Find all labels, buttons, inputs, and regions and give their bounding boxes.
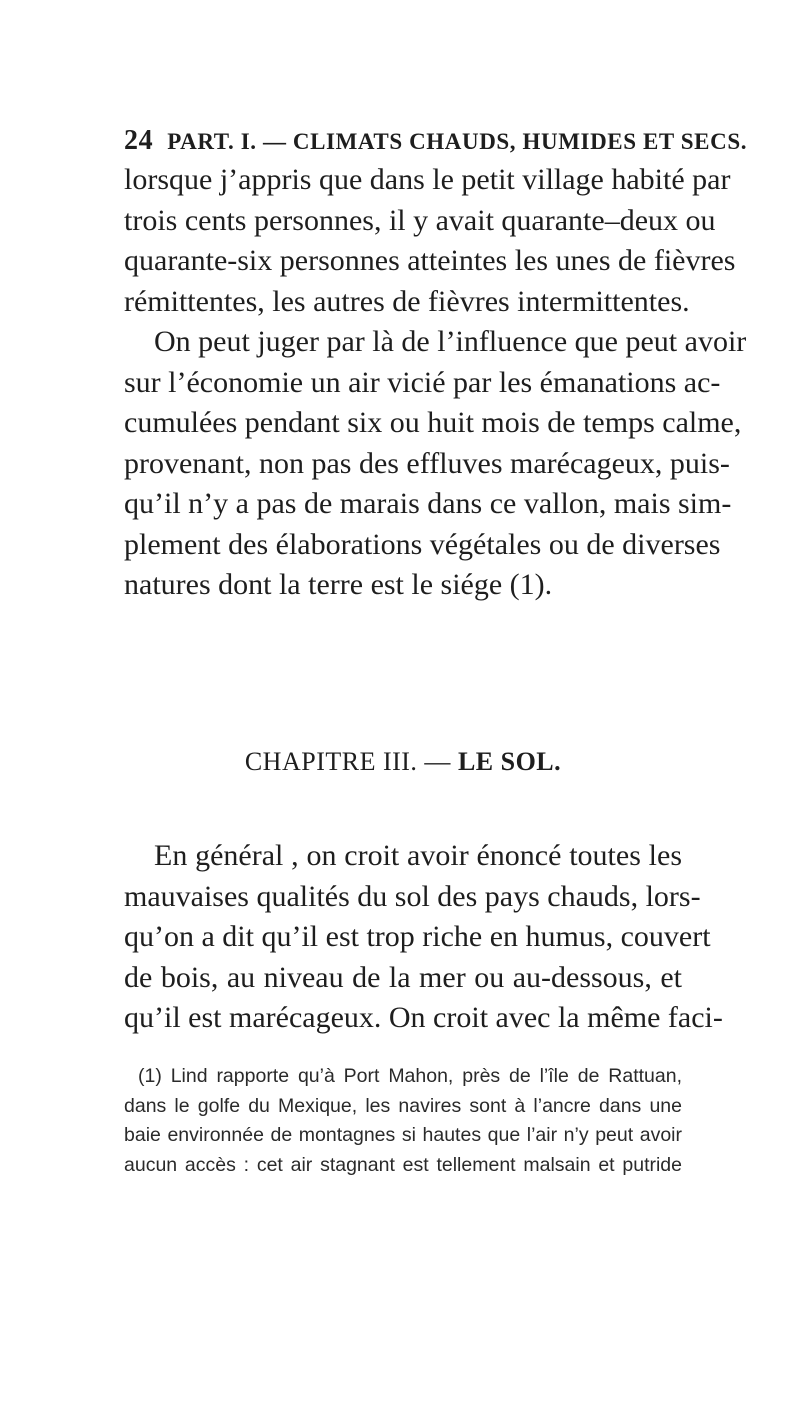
text-line: rémittentes, les autres de fièvres intermittentes. (124, 284, 690, 318)
text-line: On peut juger par là de l’influence que peut avoir (154, 325, 747, 358)
paragraph-2 (124, 836, 723, 1039)
chapter-label: CHAPITRE III. — (244, 747, 451, 776)
footnote-line: (1) Lind rapporte qu’à Port Mahon, près de l’île de Rattuan, (138, 1065, 682, 1087)
footnote-line: baie environnée de montagnes si hautes que l’air n’y peut avoir (124, 1124, 682, 1146)
text-line: mauvaises qualités du sol des pays chauds, lors- (124, 879, 701, 913)
text-line: quarante-six personnes atteintes les unes de fièvres (124, 244, 736, 277)
footnote (124, 1062, 682, 1180)
paragraph-1 (124, 160, 747, 606)
text-line: cumulées pendant six ou huit mois de temps calme, (124, 406, 742, 439)
running-head (124, 125, 748, 157)
text-line: plement des élaborations végétales ou de diverses (124, 527, 721, 561)
footnote-line: dans le golfe du Mexique, les navires sont à l’ancre dans une (124, 1094, 682, 1117)
text-line: trois cents personnes, il y avait quarante–deux ou (124, 203, 716, 237)
text-line: provenant, non pas des effluves marécageux, puis- (124, 446, 730, 480)
text-line: qu’il est marécageux. On croit avec la même faci- (124, 1001, 723, 1034)
footnote-line: aucun accès : cet air stagnant est tellement malsain et putride (124, 1153, 682, 1176)
text-line: lorsque j’appris que dans le petit village habité par (124, 163, 731, 196)
text-line: qu’on a dit qu’il est trop riche en humus, couvert (124, 920, 711, 953)
text-line: de bois, au niveau de la mer ou au-dessous, et (124, 960, 682, 994)
text-line: sur l’économie un air vicié par les émanations ac- (124, 365, 721, 399)
chapter-heading (124, 746, 682, 778)
running-head-title: PART. I. — CLIMATS CHAUDS, HUMIDES ET SECS. (167, 129, 748, 154)
text-line: En général , on croit avoir énoncé toutes les (154, 839, 682, 872)
text-line: natures dont la terre est le siége (1). (124, 568, 553, 601)
chapter-title: LE SOL. (457, 747, 562, 776)
text-line: qu’il n’y a pas de marais dans ce vallon, mais sim- (124, 487, 732, 520)
page-number: 24 (124, 125, 154, 156)
